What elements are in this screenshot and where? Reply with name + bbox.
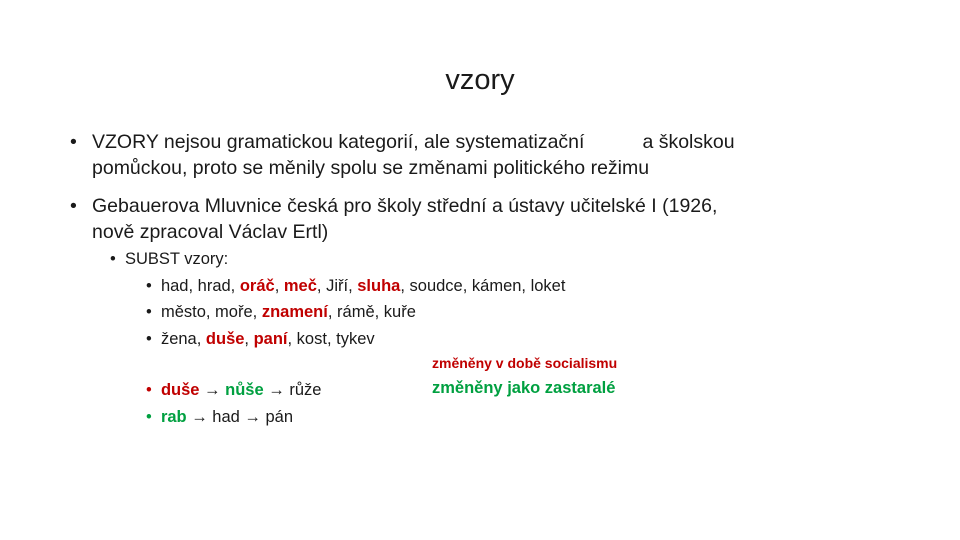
row-text: → had → pán — [186, 408, 294, 426]
arrow-text: → — [199, 381, 226, 399]
bullet-gebauer — [70, 193, 870, 245]
bullet-icon: • — [70, 195, 77, 217]
highlight-paní: paní — [253, 330, 288, 348]
change-row-2 — [146, 405, 293, 429]
bullet-icon: • — [146, 381, 152, 399]
row-text: žena, — [160, 330, 206, 348]
subst-label: SUBST vzory: — [124, 250, 229, 268]
highlight-znamení: znamení — [261, 303, 328, 321]
row-text: , rámě, kuře — [327, 303, 416, 321]
highlight-sluha: sluha — [357, 277, 401, 295]
bullet-icon: • — [146, 277, 152, 295]
bullet-icon: • — [110, 250, 116, 268]
bullet-text: Gebauerova Mluvnice česká pro školy střední a ústavy učitelské I (1926, — [92, 195, 718, 217]
slide-title — [0, 64, 960, 97]
bullet-line — [92, 129, 735, 155]
row-text: město, moře, — [160, 303, 262, 321]
bullet-icon: • — [146, 330, 152, 348]
bullet-text: VZORY nejsou gramatickou kategorií, ale systematizační — [92, 131, 585, 153]
highlight-duše: duše — [205, 330, 245, 348]
row-text: , — [274, 277, 284, 295]
bullet-text: nově zpracoval Václav Ertl) — [92, 221, 329, 243]
subst-row-1 — [146, 274, 565, 298]
bullet-vzory — [70, 129, 870, 181]
bullet-text: pomůckou, proto se měnily spolu se změnami politického režimu — [92, 157, 650, 179]
highlight-oráč: oráč — [239, 277, 275, 295]
title-text: vzory — [445, 64, 515, 96]
subst-row-2 — [146, 300, 416, 324]
row-text: , Jiří, — [316, 277, 358, 295]
change-row-1 — [146, 378, 321, 402]
highlight-meč: meč — [283, 277, 317, 295]
highlight-duše: duše — [160, 381, 200, 399]
row-text: , kost, tykev — [287, 330, 375, 348]
row-text: , — [244, 330, 254, 348]
row-text: had, hrad, — [160, 277, 240, 295]
bullet-icon: • — [146, 408, 152, 426]
subst-heading — [110, 247, 228, 271]
note-socialism: změněny v době socialismu — [432, 355, 618, 371]
bullet-text: a školskou — [642, 131, 735, 153]
subst-row-3 — [146, 327, 375, 351]
highlight-nůše: nůše — [225, 381, 264, 399]
note-obsolete: změněny jako zastaralé — [432, 379, 616, 397]
row-text: , soudce, kámen, loket — [400, 277, 566, 295]
row-text: → růže — [263, 381, 322, 399]
bullet-icon: • — [146, 303, 152, 321]
highlight-rab: rab — [160, 408, 187, 426]
bullet-icon: • — [70, 131, 77, 153]
